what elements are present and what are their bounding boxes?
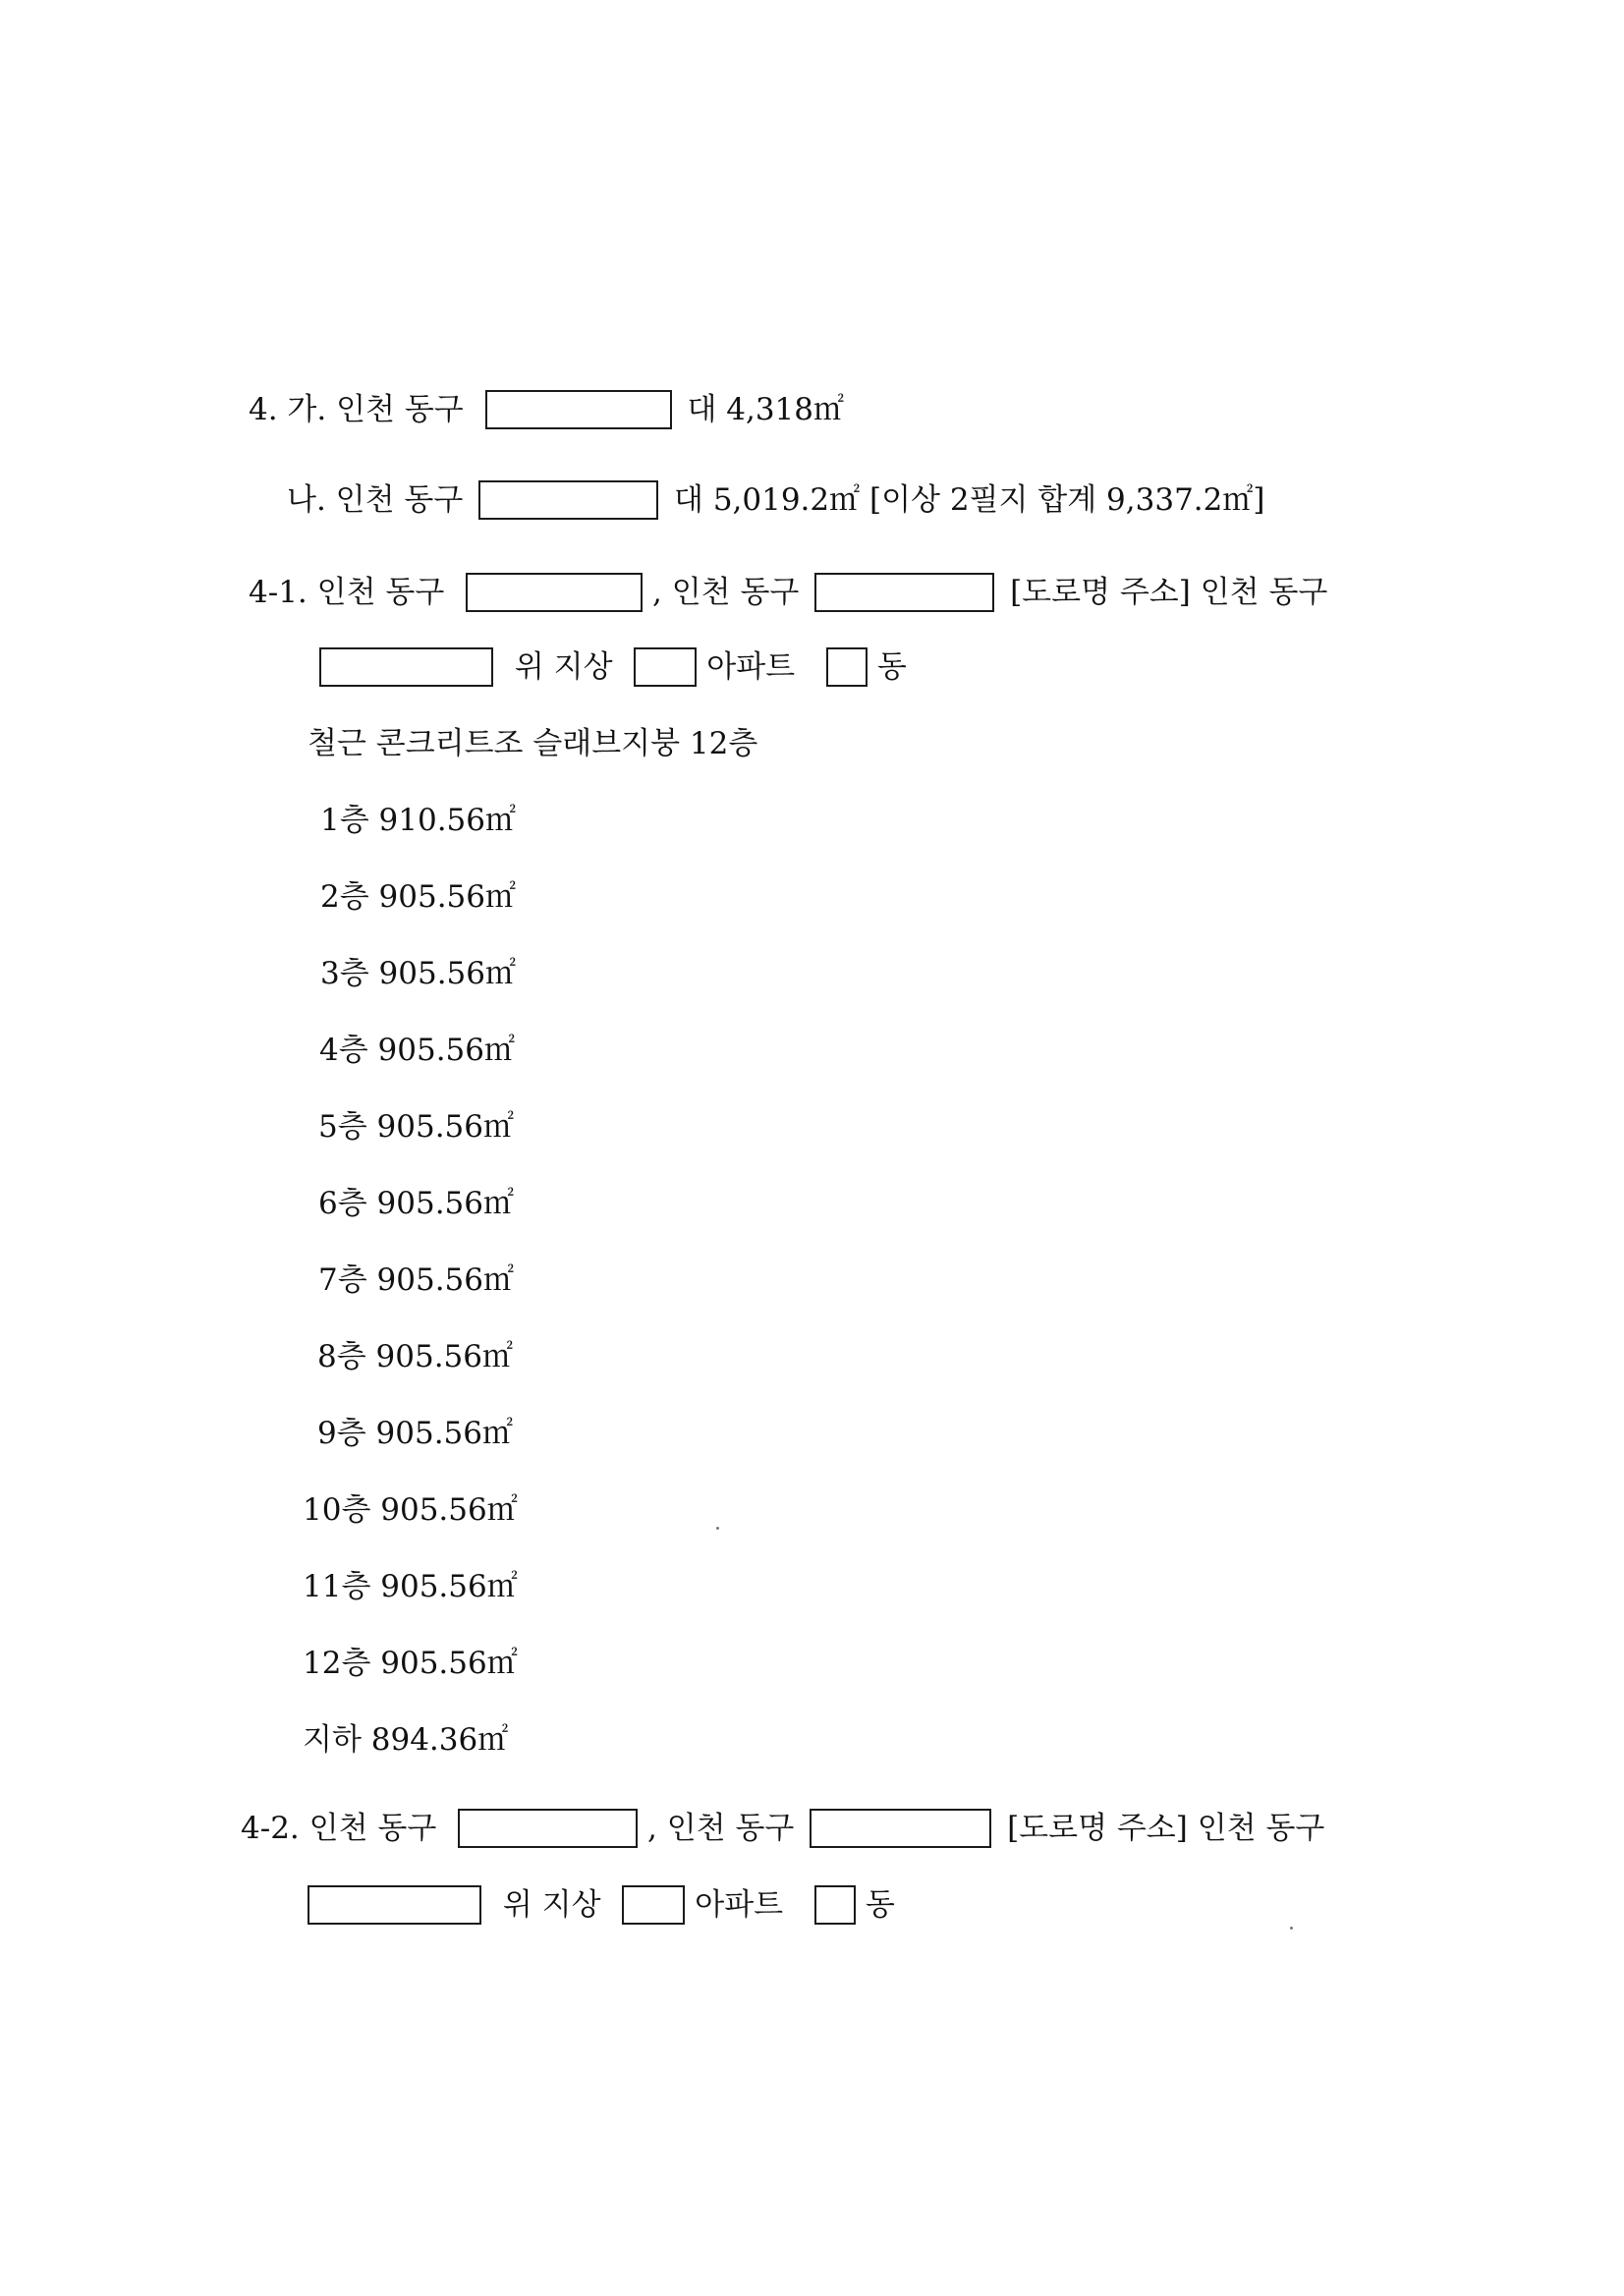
floor-row (303, 1486, 518, 1530)
floor-area-text: 1층 910.56㎡ (320, 802, 516, 838)
section-4-1-road-address: [도로명 주소] 인천 동구 (1010, 574, 1328, 610)
floor-row (303, 1716, 508, 1760)
redacted-parcel-box (814, 573, 994, 612)
redacted-building-number-box (814, 1885, 856, 1925)
floor-row (319, 1027, 515, 1070)
section-4-na-prefix: 나. 인천 동구 (287, 481, 464, 518)
section-4-1-above: 위 지상 (514, 648, 613, 685)
redacted-parcel-box (478, 480, 658, 520)
floor-area-text: 3층 905.56㎡ (320, 955, 516, 991)
redacted-apartment-name-box (634, 647, 697, 687)
structure-text: 철근 콘크리트조 슬래브지붕 12층 (308, 725, 758, 761)
redacted-parcel-box (458, 1809, 638, 1848)
section-4-1-line-1 (249, 569, 1327, 612)
section-4-na-line (287, 476, 1264, 520)
floor-area-text: 5층 905.56㎡ (318, 1108, 514, 1145)
section-4-2-road-address: [도로명 주소] 인천 동구 (1007, 1810, 1325, 1846)
floor-row (318, 1180, 514, 1223)
floor-area-text: 지하 894.36㎡ (303, 1721, 509, 1758)
structure-description (308, 720, 757, 763)
floor-row (303, 1640, 518, 1683)
section-4-na-suffix: 대 5,019.2㎡ [이상 2필지 합계 9,337.2㎡] (674, 481, 1265, 518)
floor-area-text: 7층 905.56㎡ (318, 1261, 514, 1298)
scan-speck (1290, 1927, 1293, 1930)
floor-row (318, 1103, 514, 1147)
floor-row (318, 1257, 514, 1300)
redacted-apartment-name-box (622, 1885, 685, 1925)
section-4-ga-suffix: 대 4,318㎡ (687, 391, 844, 427)
floor-area-text: 8층 905.56㎡ (317, 1338, 513, 1374)
scan-speck (716, 1527, 719, 1530)
floor-area-text: 12층 905.56㎡ (303, 1645, 518, 1681)
section-4-1-apt: 아파트 (706, 648, 796, 685)
floor-row (320, 950, 516, 993)
floor-row (320, 873, 516, 917)
floor-area-text: 11층 905.56㎡ (303, 1568, 518, 1604)
floor-area-text: 2층 905.56㎡ (320, 878, 516, 915)
section-4-2-apt: 아파트 (695, 1886, 784, 1923)
floor-row (303, 1563, 518, 1606)
section-4-2-dong: 동 (865, 1886, 895, 1923)
section-4-1-line-2 (319, 644, 907, 687)
section-4-2-line-2 (308, 1881, 895, 1925)
floor-row (317, 1333, 513, 1376)
floor-area-text: 6층 905.56㎡ (318, 1185, 514, 1221)
floor-area-text: 9층 905.56㎡ (317, 1415, 513, 1451)
redacted-parcel-box (810, 1809, 991, 1848)
section-4-2-mid: , 인천 동구 (647, 1810, 795, 1846)
floor-row (320, 797, 516, 840)
section-4-2-prefix: 4-2. 인천 동구 (241, 1810, 437, 1846)
redacted-address-box (308, 1885, 481, 1925)
floor-area-text: 10층 905.56㎡ (303, 1491, 518, 1528)
redacted-parcel-box (485, 390, 672, 429)
section-4-ga-line (249, 386, 844, 429)
section-4-ga-prefix: 4. 가. 인천 동구 (249, 391, 464, 427)
section-4-1-mid: , 인천 동구 (652, 574, 800, 610)
floor-row (317, 1410, 513, 1453)
section-4-2-line-1 (241, 1805, 1324, 1848)
section-4-1-dong: 동 (876, 648, 907, 685)
floor-area-text: 4층 905.56㎡ (319, 1032, 515, 1068)
section-4-1-prefix: 4-1. 인천 동구 (249, 574, 445, 610)
redacted-parcel-box (466, 573, 643, 612)
section-4-2-above: 위 지상 (502, 1886, 601, 1923)
redacted-address-box (319, 647, 493, 687)
redacted-building-number-box (826, 647, 868, 687)
